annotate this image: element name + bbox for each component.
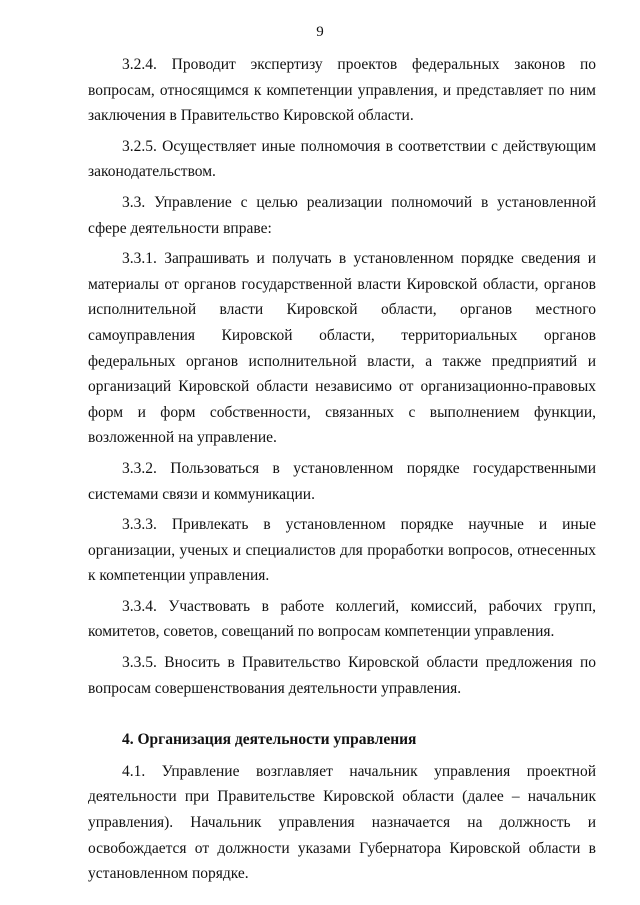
paragraph-3-3-5: 3.3.5. Вносить в Правительство Кировской области предложения по вопросам совершенствования деятельности управления. bbox=[88, 654, 596, 697]
paragraph-3-3-2: 3.3.2. Пользоваться в установленном порядке государственными системами связи и коммуникации. bbox=[88, 459, 596, 503]
paragraph-3-3-4: 3.3.4. Участвовать в работе коллегий, комиссий, рабочих групп, комитетов, советов, совещаний по вопросам компетенции управления. bbox=[88, 597, 596, 641]
paragraph-4-1: 4.1. Управление возглавляет начальник управления проектной деятельности при Правительстве Кировской области (далее – начальник управления). Начальник управления назначается на должность и освобождается от должности указами Губернатора Кировской области в установленном порядке. bbox=[88, 762, 596, 883]
paragraph-3-3: 3.3. Управление с целью реализации полномочий в установленной сфере деятельности вправе: bbox=[88, 193, 596, 237]
paragraph-3-3-3: 3.3.3. Привлекать в установленном порядке научные и иные организации, ученых и специалистов для проработки вопросов, отнесенных к компетенции управления. bbox=[88, 516, 596, 585]
paragraph-3-2-4: 3.2.4. Проводит экспертизу проектов федеральных законов по вопросам, относящимся к компетенции управления, и представляет по ним заключения в Правительство Кировской области. bbox=[88, 56, 596, 125]
paragraph-3-2-5: 3.2.5. Осуществляет иные полномочия в соответствии с действующим законодательством. bbox=[88, 137, 596, 181]
section-heading: 4. Организация деятельности управления bbox=[122, 731, 417, 749]
page-number: 9 bbox=[316, 24, 324, 40]
paragraph-3-3-1: 3.3.1. Запрашивать и получать в установленном порядке сведения и материалы от органов государственной власти Кировской области, органов исполнительной власти Кировской области, органов местного самоуправления Кировской области, территориальных органов федеральных органов исполнительной власти, а также предприятий и организаций Кировской области независимо от организационно-правовых форм и форм собственности, связанных с выполнением функции, возложенной на управление. bbox=[88, 250, 596, 447]
document-body bbox=[88, 52, 596, 887]
